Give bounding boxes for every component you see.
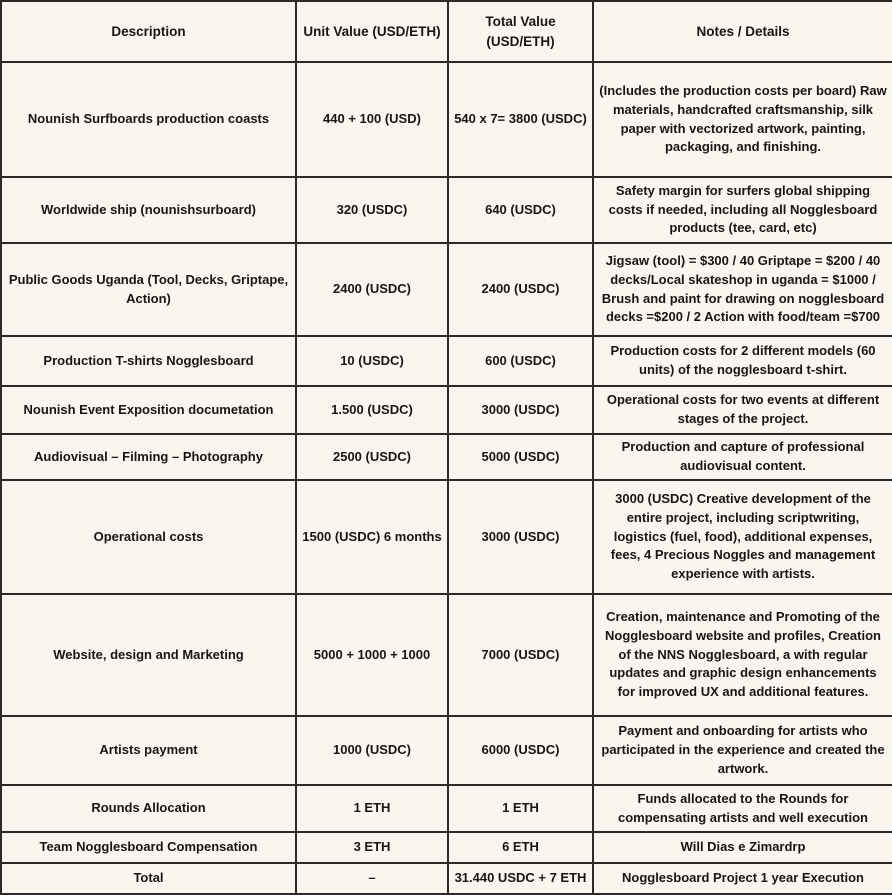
- notes-cell: (Includes the production costs per board) Raw materials, handcrafted craftsmanship, silk paper with vectorized artwork, painting, packaging, and finishing.: [593, 62, 892, 177]
- notes-cell: Jigsaw (tool) = $300 / 40 Griptape = $200 / 40 decks/Local skateshop in uganda = $1000 / Brush and paint for drawing on nogglesboard decks =$200 / 2 Action with food/team =$700: [593, 243, 892, 336]
- unit-value-cell: –: [296, 863, 448, 894]
- description-cell: Operational costs: [1, 480, 296, 594]
- table-row: [1, 386, 892, 434]
- unit-value-cell: 1 ETH: [296, 785, 448, 832]
- description-cell: Production T-shirts Nogglesboard: [1, 336, 296, 386]
- table-row: [1, 434, 892, 480]
- notes-cell: Nogglesboard Project 1 year Execution: [593, 863, 892, 894]
- notes-cell: Production and capture of professional audiovisual content.: [593, 434, 892, 480]
- description-cell: Website, design and Marketing: [1, 594, 296, 716]
- total-value-cell: 540 x 7= 3800 (USDC): [448, 62, 593, 177]
- total-value-cell: 1 ETH: [448, 785, 593, 832]
- unit-value-cell: 320 (USDC): [296, 177, 448, 243]
- notes-cell: Creation, maintenance and Promoting of the Nogglesboard website and profiles, Creation of the NNS Nogglesboard, a with regular updates and graphic design enhancements for improved UX and additional features.: [593, 594, 892, 716]
- column-header-notes: Notes / Details: [593, 1, 892, 62]
- table-row: [1, 863, 892, 894]
- unit-value-cell: 440 + 100 (USD): [296, 62, 448, 177]
- notes-cell: Funds allocated to the Rounds for compensating artists and well execution: [593, 785, 892, 832]
- unit-value-cell: 1.500 (USDC): [296, 386, 448, 434]
- notes-cell: Safety margin for surfers global shipping costs if needed, including all Nogglesboard products (tee, card, etc): [593, 177, 892, 243]
- total-value-cell: 7000 (USDC): [448, 594, 593, 716]
- unit-value-cell: 3 ETH: [296, 832, 448, 863]
- description-cell: Worldwide ship (nounishsurboard): [1, 177, 296, 243]
- total-value-cell: 5000 (USDC): [448, 434, 593, 480]
- header-row: [1, 1, 892, 62]
- description-cell: Public Goods Uganda (Tool, Decks, Griptape, Action): [1, 243, 296, 336]
- description-cell: Total: [1, 863, 296, 894]
- notes-cell: Operational costs for two events at different stages of the project.: [593, 386, 892, 434]
- table-row: [1, 785, 892, 832]
- notes-cell: Will Dias e Zimardrp: [593, 832, 892, 863]
- description-cell: Rounds Allocation: [1, 785, 296, 832]
- notes-cell: Payment and onboarding for artists who participated in the experience and created the artwork.: [593, 716, 892, 785]
- total-value-cell: 600 (USDC): [448, 336, 593, 386]
- unit-value-cell: 10 (USDC): [296, 336, 448, 386]
- unit-value-cell: 2500 (USDC): [296, 434, 448, 480]
- table-row: [1, 243, 892, 336]
- description-cell: Audiovisual – Filming – Photography: [1, 434, 296, 480]
- table-row: [1, 716, 892, 785]
- table-row: [1, 594, 892, 716]
- total-value-cell: 640 (USDC): [448, 177, 593, 243]
- unit-value-cell: 1500 (USDC) 6 months: [296, 480, 448, 594]
- table-row: [1, 480, 892, 594]
- total-value-cell: 6000 (USDC): [448, 716, 593, 785]
- description-cell: Nounish Surfboards production coasts: [1, 62, 296, 177]
- notes-cell: Production costs for 2 different models (60 units) of the nogglesboard t-shirt.: [593, 336, 892, 386]
- table-row: [1, 62, 892, 177]
- column-header-unit-value: Unit Value (USD/ETH): [296, 1, 448, 62]
- table-row: [1, 336, 892, 386]
- unit-value-cell: 1000 (USDC): [296, 716, 448, 785]
- table-row: [1, 177, 892, 243]
- unit-value-cell: 2400 (USDC): [296, 243, 448, 336]
- unit-value-cell: 5000 + 1000 + 1000: [296, 594, 448, 716]
- table-row: [1, 832, 892, 863]
- description-cell: Artists payment: [1, 716, 296, 785]
- column-header-total-value: Total Value (USD/ETH): [448, 1, 593, 62]
- total-value-cell: 2400 (USDC): [448, 243, 593, 336]
- total-value-cell: 31.440 USDC + 7 ETH: [448, 863, 593, 894]
- description-cell: Nounish Event Exposition documetation: [1, 386, 296, 434]
- total-value-cell: 3000 (USDC): [448, 386, 593, 434]
- description-cell: Team Nogglesboard Compensation: [1, 832, 296, 863]
- notes-cell: 3000 (USDC) Creative development of the entire project, including scriptwriting, logistics (fuel, food), additional expenses, fees, 4 Precious Noggles and management experience with artists.: [593, 480, 892, 594]
- total-value-cell: 3000 (USDC): [448, 480, 593, 594]
- total-value-cell: 6 ETH: [448, 832, 593, 863]
- column-header-description: Description: [1, 1, 296, 62]
